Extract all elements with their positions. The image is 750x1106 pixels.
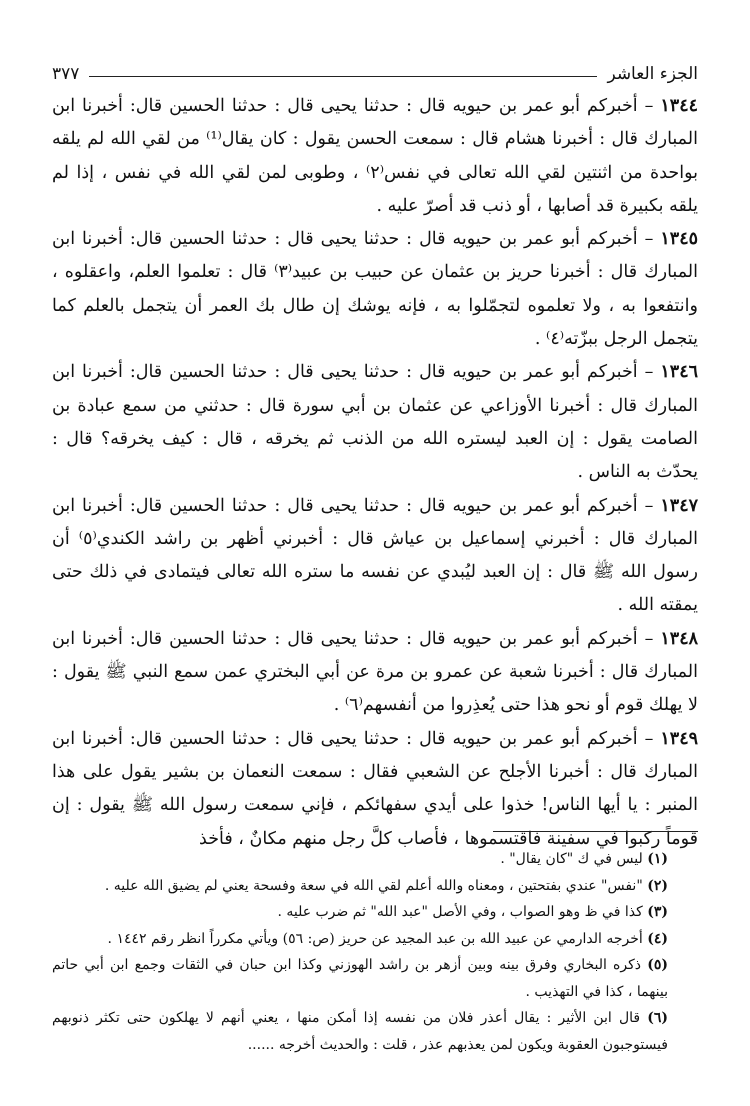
hadith-number: ١٣٤٩: [660, 728, 698, 749]
hadith-text: – أخبركم أبو عمر بن حيويه قال : حدثنا يحيى قال : حدثنا الحسين قال: أخبرنا ابن المبارك قال : أخبرنا الأجلح عن الشعبي فقال : سمعت النعمان بن بشير يقول على هذا المنبر : يا أيها الناس! خذوا على أيدي سفهائكم ، فإني سمعت رسول الله ﷺ يقول : إن قوماً ركبوا في سفينة فاقتسموها ، فأصاب كلَّ رجل منهم مكانٌ ، فأخذ: [52, 728, 698, 849]
part-title: الجزء العاشر: [607, 64, 698, 84]
footnote-3: [52, 899, 698, 926]
hadith-1345: [52, 223, 698, 356]
hadith-1349: [52, 723, 698, 856]
hadith-text: – أخبركم أبو عمر بن حيويه قال : حدثنا يحيى قال : حدثنا الحسين قال: أخبرنا ابن المبارك قال : أخبرنا هشام قال : سمعت الحسن يقول : كان يقال⁽¹⁾ من لقي الله لم يلقه بواحدة من اثنتين لقي الله تعالى في نفس⁽٢⁾ ، وطوبى لمن لقي الله في نفس ، إذا لم يلقه بكبيرة قد أصابها ، أو ذنب قد أصرّ عليه .: [52, 96, 698, 216]
hadith-text: – أخبركم أبو عمر بن حيويه قال : حدثنا يحيى قال : حدثنا الحسين قال: أخبرنا ابن المبارك قال : أخبرنا شعبة عن عمرو بن مرة عن أبي البختري عمن سمع النبي ﷺ يقول : لا يهلك قوم أو نحو هذا حتى يُعذِروا من أنفسهم⁽٦⁾ .: [52, 628, 698, 716]
footnote-5: [52, 952, 698, 1005]
header-rule: [89, 76, 597, 77]
hadith-number: ١٣٤٥: [660, 229, 698, 250]
hadith-number: ١٣٤٦: [660, 362, 698, 383]
footnote-2: [52, 873, 698, 900]
footnotes: [52, 846, 698, 1058]
hadith-text: – أخبركم أبو عمر بن حيويه قال : حدثنا يحيى قال : حدثنا الحسين قال: أخبرنا ابن المبارك قال : أخبرنا الأوزاعي عن عثمان بن أبي سورة قال : حدثني من سمع عبادة بن الصامت يقول : إن العبد ليستره الله من الذنب ثم يخرقه ، قال : كيف يخرقه؟ قال : يحدّث به الناس .: [52, 362, 698, 483]
footnote-separator: [493, 831, 698, 832]
footnote-text: ذكره البخاري وفرق بينه وبين أزهر بن راشد الهوزني وكذا ابن حبان في الثقات وجمع ابن أبي حاتم بينهما ، كذا في التهذيب .: [52, 957, 668, 1000]
footnote-4: [52, 926, 698, 953]
hadith-1344: [52, 90, 698, 223]
hadith-number: ١٣٤٨: [660, 628, 698, 649]
page-number: ٣٧٧: [52, 64, 80, 84]
main-text: [52, 90, 698, 856]
footnote-number: (٤): [647, 930, 668, 947]
footnote-number: (٦): [647, 1010, 668, 1026]
footnote-text: أخرجه الدارمي عن عبيد الله بن عبد المجيد عن حريز (ص: ٥٦) ويأتي مكرراً انظر رقم ١٤٤٢ .: [107, 930, 648, 947]
footnote-6: [52, 1005, 698, 1058]
footnote-text: كذا في ظ وهو الصواب ، وفي الأصل "عبد الله" ثم ضرب عليه .: [277, 904, 648, 920]
hadith-text: – أخبركم أبو عمر بن حيويه قال : حدثنا يحيى قال : حدثنا الحسين قال: أخبرنا ابن المبارك قال : أخبرنا حريز بن عثمان عن حبيب بن عبيد⁽٣⁾ قال : تعلموا العلم، واعقلوه ، وانتفعوا به ، ولا تعلموه لتجمّلوا به ، فإنه يوشك إن طال بك العمر أن يتجمل بالعلم كما يتجمل الرجل ببزّته⁽٤⁾ .: [52, 229, 699, 350]
footnote-number: (٢): [647, 877, 668, 894]
page-header: [52, 58, 698, 84]
footnote-number: (٥): [647, 957, 668, 973]
hadith-number: ١٣٤٧: [660, 495, 698, 516]
hadith-text: – أخبركم أبو عمر بن حيويه قال : حدثنا يحيى قال : حدثنا الحسين قال: أخبرنا ابن المبارك قال : أخبرني إسماعيل بن عياش قال : أخبرني أظهر بن راشد الكندي⁽٥⁾ أن رسول الله ﷺ قال : إن العبد ليُبدي عن نفسه ما ستره الله تعالى فيتمادى في ذلك حتى يمقته الله .: [52, 495, 699, 616]
footnote-number: (١): [647, 851, 668, 867]
footnote-text: قال ابن الأثير : يقال أعذر فلان من نفسه إذا أمكن منها ، يعني أنهم لا يهلكون حتى تكثر ذنوبهم فيستوجبون العقوبة ويكون لمن يعذبهم عذر ، قلت : والحديث أخرجه ......: [52, 1010, 668, 1053]
hadith-1347: [52, 490, 698, 623]
hadith-1346: [52, 356, 698, 489]
footnote-text: "نفس" عندي بفتحتين ، ومعناه والله أعلم لقي الله في سعة وفسحة يعني لم يضيق الله عليه .: [104, 877, 648, 894]
footnote-text: ليس في ك "كان يقال" .: [500, 851, 648, 867]
footnote-number: (٣): [647, 904, 668, 920]
hadith-1348: [52, 623, 698, 723]
footnote-1: [52, 846, 698, 873]
hadith-number: ١٣٤٤: [660, 96, 698, 116]
